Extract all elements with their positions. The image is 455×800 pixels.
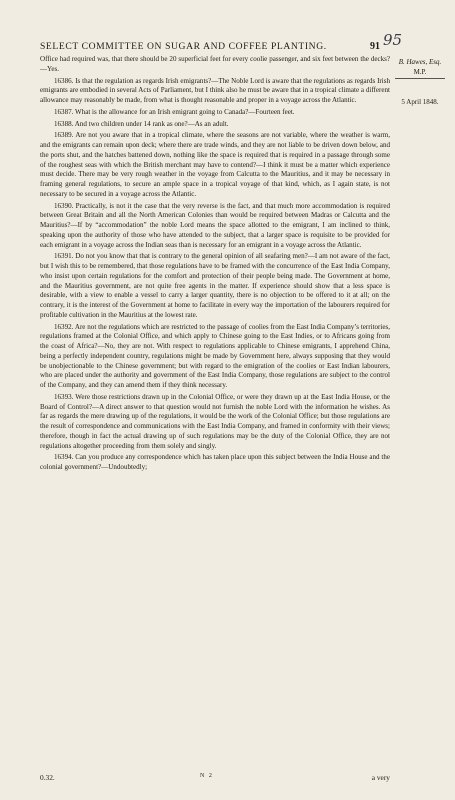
paragraph: 16394. Can you produce any correspondence which has taken place upon this subject between the India House and the colonial government?—Undoubtedly; bbox=[40, 453, 390, 471]
paragraph: 16389. Are not you aware that in a tropical climate, where the seasons are not variable, where the weather is warm, and the emigrants can remain upon deck; where there are trade winds, and they are not liable to be driven down below, and the ports shut, and the hatches battened down, nothing like the space is required that is required in a passage through some of the roughest seas with which the British merchant may have to contend?—I think it must be a matter which experience must decide. There may be very rough weather in the voyage from Calcutta to the Mauritius, and it may be necessary in framing general regulations, to secure an ample space in a tropical voyage of that kind, which, as I again state, is not necessary to be secured in a voyage across the Atlantic. bbox=[40, 131, 390, 198]
paragraph: 16390. Practically, is not it the case that the very reverse is the fact, and that much more accommodation is required between Great Britain and all the North American Colonies than would be required between Madras or Calcutta and the Mauritius?—If by “accommodation” the noble Lord means the space allotted to the emigrant, I am inclined to think, speaking upon the authority of those who have attended to the subject, that a larger space is requisite to be provided for each emigrant in a voyage across the Indian seas than is necessary for an emigrant in a voyage across the Atlantic. bbox=[40, 201, 390, 249]
witness-name: B. Hawes, Esq. bbox=[398, 58, 442, 66]
witness-title: M.P. bbox=[413, 68, 427, 76]
paragraph: 16388. And two children under 14 rank as one?—As an adult. bbox=[54, 119, 229, 128]
sidebar-date: 5 April 1848. bbox=[401, 98, 439, 106]
paragraph: 16391. Do not you know that that is contrary to the general opinion of all seafaring men?—I am not aware of the fact, but I wish this to be remembered, that those regulations have to be framed with the concurrence of the East India Company, who insist upon certain regulations for the comfort and protection of their people being made. The Government at home, and the Mauritius government, are not quite free agents in the matter. If experience should show that a less space is desirable, with a view to enable a vessel to carry a larger quantity, there is no objection to be offered to it at all; on the contrary, it is the interest of the Government at home to facilitate in every way the importation of the labourers required for profitable cultivation in the Mauritius at the lowest rate. bbox=[40, 252, 390, 319]
sidebar-rule bbox=[395, 78, 445, 79]
testimony-body bbox=[40, 55, 390, 473]
footer-catchword: a very bbox=[371, 773, 390, 782]
paragraph: 16392. Are not the regulations which are restricted to the passage of coolies from the East India Company’s territories, regulations framed at the Colonial Office, and which apply to Chinese going to the East Indies, or to Africans going from the coast of Africa?—No, they are not. With respect to regulations applicable to Chinese emigrants, I apprehend China, being a perfectly independent country, regulations might be made by Government here, always supposing that they would be unobjectionable to the Chinese government; but with regard to the emigration of the coolies or East Indian labourers, who are placed under the authority and government of the East India Company, those regulations are subject to the control of the Company, and they can amend them if they think necessary. bbox=[40, 322, 390, 389]
footer-sheet-mark: N 2 bbox=[200, 773, 214, 779]
page-number: 91 bbox=[370, 41, 380, 52]
page-header-title: SELECT COMMITTEE ON SUGAR AND COFFEE PLANTING. bbox=[40, 41, 327, 52]
paragraph: 16387. What is the allowance for an Irish emigrant going to Canada?—Fourteen feet. bbox=[54, 107, 295, 116]
paragraph: 16386. Is that the regulation as regards Irish emigrants?—The Noble Lord is aware that the regulations as regards Irish emigrants are embodied in several Acts of Parliament, but I think also he must be aware that in a tropical climate a different allowance may reasonably be made, from what is thought reasonable and proper in a voyage across the Atlantic. bbox=[40, 76, 390, 104]
footer-signature-mark: 0.32. bbox=[40, 773, 55, 782]
paragraph: Office had required was, that there should be 20 superficial feet for every coolie passenger, and six feet between the decks?—Yes. bbox=[40, 55, 390, 73]
paragraph: 16393. Were those restrictions drawn up in the Colonial Office, or were they drawn up at the East India House, or the Board of Control?—A direct answer to that question would not furnish the noble Lord with the information he wishes. As far as regards the mere drawing up of the regulations, it would be the work of the Colonial Office; but those regulations are the result of correspondence and communications with the East India Company, and framed in conformity with their views; therefore, though in fact the actual drawing up of such regulations may be the duty of the Colonial Office, they are not regulations altogether proceeding from them solely and singly. bbox=[40, 392, 390, 450]
handwritten-page-number: 95 bbox=[383, 31, 403, 49]
